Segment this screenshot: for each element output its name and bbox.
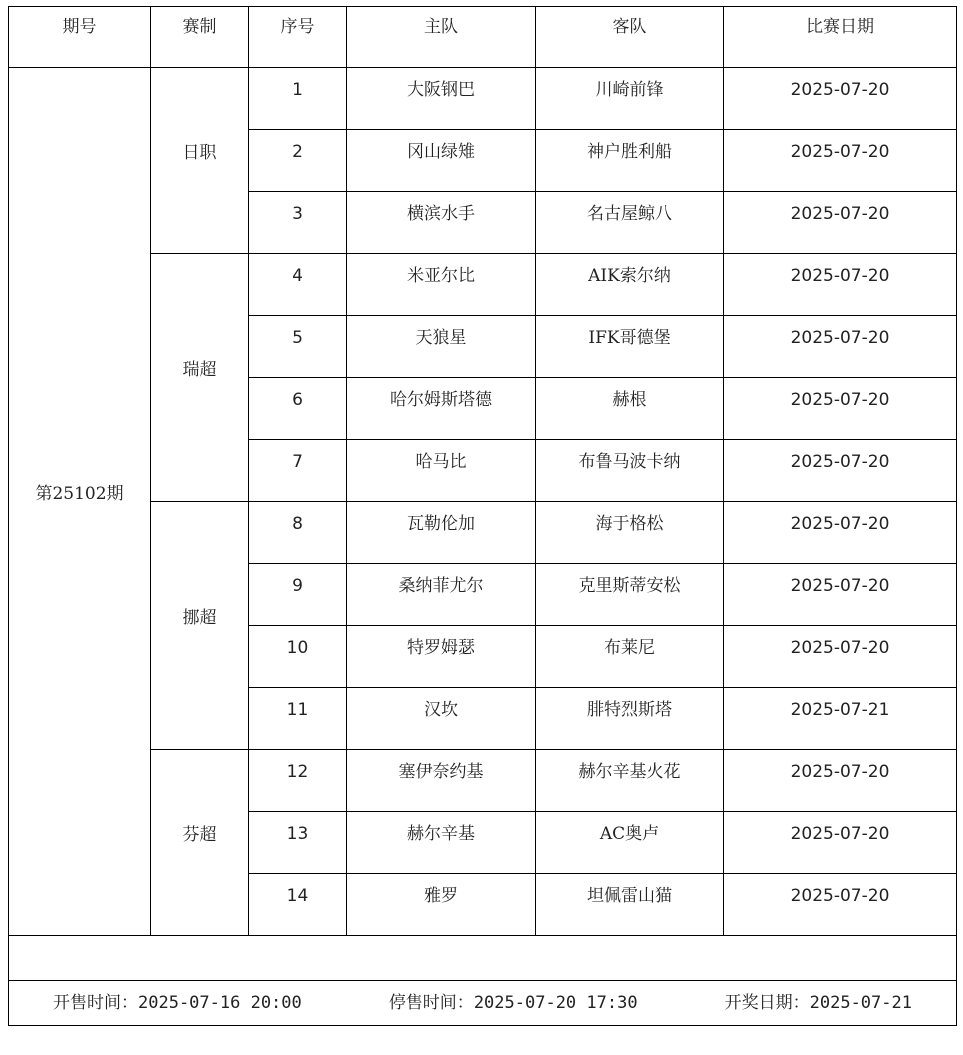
seq-cell: 6: [249, 378, 347, 440]
sale-start-label: 开售时间：: [53, 993, 138, 1013]
match-date: 2025-07-20: [724, 440, 957, 502]
match-date: 2025-07-20: [724, 254, 957, 316]
away-team: 坦佩雷山猫: [536, 874, 724, 936]
match-date: 2025-07-20: [724, 130, 957, 192]
seq-cell: 12: [249, 750, 347, 812]
home-team: 瓦勒伦加: [347, 502, 536, 564]
home-team: 塞伊奈约基: [347, 750, 536, 812]
draw-date-value: 2025-07-21: [809, 993, 912, 1013]
match-schedule-sheet: [8, 6, 956, 1026]
period-label: 第25102期: [35, 483, 124, 504]
seq-cell: 10: [249, 626, 347, 688]
header-date: 比赛日期: [724, 7, 957, 68]
match-date: 2025-07-21: [724, 688, 957, 750]
away-team: 腓特烈斯塔: [536, 688, 724, 750]
away-team: AIK索尔纳: [536, 254, 724, 316]
match-schedule-table: [8, 6, 957, 1026]
home-team: 汉坎: [347, 688, 536, 750]
table-row: [9, 68, 957, 130]
sale-stop-value: 2025-07-20 17:30: [473, 993, 638, 1013]
away-team: 川崎前锋: [536, 68, 724, 130]
sale-start: [53, 993, 302, 1013]
footer-cell: [9, 981, 957, 1026]
home-team: 米亚尔比: [347, 254, 536, 316]
sale-stop-label: 停售时间：: [388, 993, 474, 1013]
seq-cell: 3: [249, 192, 347, 254]
league-label: 挪超: [182, 607, 217, 628]
header-period: 期号: [9, 7, 151, 68]
draw-date: [725, 993, 912, 1013]
header-row: [9, 7, 957, 68]
home-team: 大阪钢巴: [347, 68, 536, 130]
league-label: 芬超: [182, 824, 217, 845]
blank-cell: [9, 936, 957, 981]
away-team: 名古屋鲸八: [536, 192, 724, 254]
header-away: 客队: [536, 7, 724, 68]
match-date: 2025-07-20: [724, 502, 957, 564]
seq-cell: 14: [249, 874, 347, 936]
header-seq: 序号: [249, 7, 347, 68]
away-team: 赫尔辛基火花: [536, 750, 724, 812]
seq-cell: 5: [249, 316, 347, 378]
home-team: 哈尔姆斯塔德: [347, 378, 536, 440]
seq-cell: 13: [249, 812, 347, 874]
seq-cell: 2: [249, 130, 347, 192]
league-cell: [151, 502, 249, 750]
seq-cell: 7: [249, 440, 347, 502]
match-rows: [9, 68, 957, 1026]
sale-info: [9, 993, 956, 1013]
match-date: 2025-07-20: [724, 874, 957, 936]
match-date: 2025-07-20: [724, 68, 957, 130]
away-team: AC奥卢: [536, 812, 724, 874]
home-team: 赫尔辛基: [347, 812, 536, 874]
match-date: 2025-07-20: [724, 812, 957, 874]
home-team: 冈山绿雉: [347, 130, 536, 192]
seq-cell: 8: [249, 502, 347, 564]
table-row: [9, 502, 957, 564]
away-team: 神户胜利船: [536, 130, 724, 192]
home-team: 雅罗: [347, 874, 536, 936]
away-team: 布莱尼: [536, 626, 724, 688]
away-team: 海于格松: [536, 502, 724, 564]
away-team: 布鲁马波卡纳: [536, 440, 724, 502]
home-team: 特罗姆瑟: [347, 626, 536, 688]
home-team: 哈马比: [347, 440, 536, 502]
header-league: 赛制: [151, 7, 249, 68]
sale-stop: [389, 993, 638, 1013]
header-home: 主队: [347, 7, 536, 68]
match-date: 2025-07-20: [724, 626, 957, 688]
league-cell: [151, 68, 249, 254]
home-team: 桑纳菲尤尔: [347, 564, 536, 626]
match-date: 2025-07-20: [724, 750, 957, 812]
table-row: [9, 750, 957, 812]
footer-row: [9, 981, 957, 1026]
seq-cell: 4: [249, 254, 347, 316]
league-cell: [151, 750, 249, 936]
away-team: 赫根: [536, 378, 724, 440]
table-row: [9, 254, 957, 316]
blank-row: [9, 936, 957, 981]
match-date: 2025-07-20: [724, 564, 957, 626]
period-cell: [9, 68, 151, 936]
home-team: 天狼星: [347, 316, 536, 378]
seq-cell: 11: [249, 688, 347, 750]
seq-cell: 1: [249, 68, 347, 130]
seq-cell: 9: [249, 564, 347, 626]
home-team: 横滨水手: [347, 192, 536, 254]
league-label: 日职: [182, 142, 217, 163]
match-date: 2025-07-20: [724, 192, 957, 254]
away-team: IFK哥德堡: [536, 316, 724, 378]
sale-start-value: 2025-07-16 20:00: [138, 993, 302, 1013]
match-date: 2025-07-20: [724, 316, 957, 378]
away-team: 克里斯蒂安松: [536, 564, 724, 626]
league-label: 瑞超: [182, 359, 217, 380]
league-cell: [151, 254, 249, 502]
draw-date-label: 开奖日期：: [724, 993, 810, 1013]
match-date: 2025-07-20: [724, 378, 957, 440]
